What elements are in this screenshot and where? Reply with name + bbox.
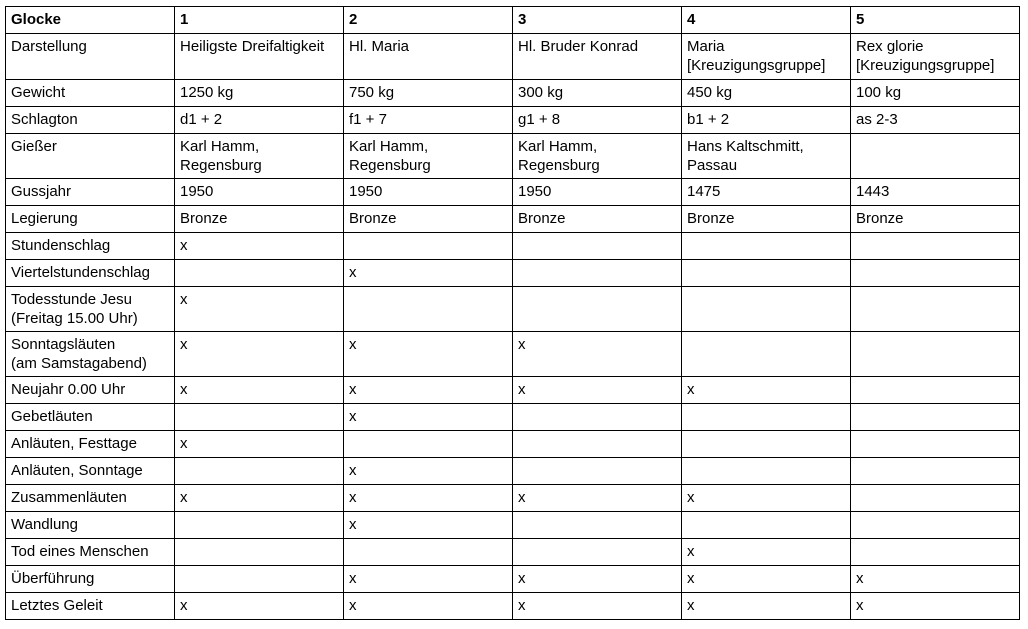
table-cell [175, 593, 344, 620]
cell-line: x [349, 462, 357, 479]
table-cell [513, 332, 682, 377]
table-cell [851, 593, 1020, 620]
table-cell [513, 458, 682, 485]
table-cell [851, 34, 1020, 80]
cell-line: 300 kg [518, 84, 564, 101]
cell-line: 450 kg [687, 84, 733, 101]
cell-line: x [180, 381, 188, 398]
cell-line: x [687, 597, 695, 614]
cell-line: x [349, 336, 357, 353]
table-row [6, 107, 1020, 134]
cell-line: Bronze [856, 210, 904, 227]
table-cell [175, 512, 344, 539]
row-label [6, 593, 175, 620]
table-cell [175, 179, 344, 206]
row-label-line: Stundenschlag [11, 237, 111, 254]
cell-line: 1950 [349, 183, 383, 200]
table-cell [682, 233, 851, 260]
cell-line: Passau [687, 157, 738, 174]
row-label-line: Sonntagsläuten [11, 336, 116, 353]
table-row [6, 134, 1020, 179]
cell-line: 750 kg [349, 84, 395, 101]
cell-line: 1443 [856, 183, 890, 200]
table-cell [344, 179, 513, 206]
row-label-line: Gießer [11, 138, 57, 155]
table-cell [175, 107, 344, 134]
table-cell [513, 377, 682, 404]
table-cell [851, 377, 1020, 404]
row-label [6, 179, 175, 206]
row-label [6, 458, 175, 485]
table-cell [344, 512, 513, 539]
row-label-line: Überführung [11, 570, 95, 587]
table-cell [344, 287, 513, 332]
cell-line: Karl Hamm, [518, 138, 598, 155]
table-cell [851, 458, 1020, 485]
table-cell [344, 485, 513, 512]
table-cell [344, 566, 513, 593]
table-cell [513, 179, 682, 206]
table-cell [682, 287, 851, 332]
table-cell [344, 404, 513, 431]
cell-line: Hl. Bruder Konrad [518, 38, 639, 55]
row-label-line: Anläuten, Festtage [11, 435, 137, 452]
table-cell [175, 431, 344, 458]
cell-line: [Kreuzigungsgruppe] [856, 57, 995, 74]
table-cell [344, 80, 513, 107]
row-label-line: Wandlung [11, 516, 78, 533]
row-label [6, 80, 175, 107]
cell-line: g1 + 8 [518, 111, 561, 128]
cell-line: x [349, 516, 357, 533]
cell-line: 100 kg [856, 84, 902, 101]
table-cell [175, 377, 344, 404]
row-label [6, 512, 175, 539]
table-row [6, 566, 1020, 593]
table-row [6, 404, 1020, 431]
cell-line: Regensburg [518, 157, 600, 174]
table-cell [682, 512, 851, 539]
row-label [6, 260, 175, 287]
cell-line: x [349, 381, 357, 398]
cell-line: Karl Hamm, [180, 138, 260, 155]
table-cell [682, 404, 851, 431]
table-cell [682, 566, 851, 593]
table-cell [344, 233, 513, 260]
table-row [6, 34, 1020, 80]
table-cell [513, 512, 682, 539]
table-cell [682, 593, 851, 620]
row-label-line: Schlagton [11, 111, 78, 128]
table-cell [175, 485, 344, 512]
table-cell [175, 458, 344, 485]
row-label [6, 233, 175, 260]
table-row [6, 593, 1020, 620]
cell-line: Regensburg [180, 157, 262, 174]
table-cell [513, 260, 682, 287]
table-cell [851, 233, 1020, 260]
table-cell [682, 34, 851, 80]
cell-line: x [518, 489, 526, 506]
table-row [6, 233, 1020, 260]
cell-line: Bronze [180, 210, 228, 227]
table-cell [682, 206, 851, 233]
cell-line: Hl. Maria [349, 38, 410, 55]
table-cell [513, 287, 682, 332]
table-cell [344, 431, 513, 458]
bells-table-body [6, 7, 1020, 620]
row-label-line: Neujahr 0.00 Uhr [11, 381, 126, 398]
table-cell [513, 134, 682, 179]
row-label [6, 107, 175, 134]
table-cell [682, 377, 851, 404]
table-row [6, 485, 1020, 512]
row-label [6, 377, 175, 404]
cell-line: x [180, 237, 188, 254]
table-cell [175, 80, 344, 107]
cell-line: x [687, 489, 695, 506]
header-row [6, 7, 1020, 34]
cell-line: x [349, 570, 357, 587]
cell-line: [Kreuzigungsgruppe] [687, 57, 826, 74]
table-row [6, 80, 1020, 107]
table-row [6, 332, 1020, 377]
table-cell [513, 485, 682, 512]
cell-line: x [687, 570, 695, 587]
table-cell [682, 179, 851, 206]
row-label-line: Gussjahr [11, 183, 72, 200]
cell-line: x [180, 435, 188, 452]
cell-line: Karl Hamm, [349, 138, 429, 155]
cell-line: x [349, 489, 357, 506]
row-label-line: Viertelstundenschlag [11, 264, 150, 281]
header-cell-2: 2 [344, 7, 513, 34]
cell-line: x [518, 597, 526, 614]
table-row [6, 512, 1020, 539]
row-label [6, 485, 175, 512]
table-cell [175, 539, 344, 566]
cell-line: Maria [687, 38, 725, 55]
cell-line: f1 + 7 [349, 111, 387, 128]
cell-line: x [518, 570, 526, 587]
table-cell [682, 485, 851, 512]
row-label [6, 539, 175, 566]
table-cell [851, 539, 1020, 566]
table-cell [175, 287, 344, 332]
row-label-line: Letztes Geleit [11, 597, 103, 614]
table-cell [175, 233, 344, 260]
cell-line: Bronze [687, 210, 735, 227]
table-cell [851, 332, 1020, 377]
table-cell [175, 206, 344, 233]
cell-line: b1 + 2 [687, 111, 730, 128]
cell-line: x [687, 381, 695, 398]
row-label-line: Gewicht [11, 84, 66, 101]
row-label-line: Zusammenläuten [11, 489, 127, 506]
table-cell [851, 512, 1020, 539]
table-cell [175, 34, 344, 80]
table-row [6, 431, 1020, 458]
table-cell [851, 134, 1020, 179]
cell-line: x [180, 489, 188, 506]
table-cell [851, 179, 1020, 206]
table-cell [682, 539, 851, 566]
table-cell [513, 566, 682, 593]
table-cell [344, 107, 513, 134]
cell-line: x [349, 408, 357, 425]
table-cell [851, 80, 1020, 107]
table-row [6, 539, 1020, 566]
table-row [6, 377, 1020, 404]
cell-line: x [856, 597, 864, 614]
bells-table [5, 6, 1020, 620]
row-label [6, 404, 175, 431]
table-cell [682, 107, 851, 134]
table-cell [682, 80, 851, 107]
table-cell [344, 539, 513, 566]
cell-line: Regensburg [349, 157, 431, 174]
table-cell [344, 593, 513, 620]
header-cell-4: 4 [682, 7, 851, 34]
cell-line: 1950 [518, 183, 552, 200]
table-cell [344, 206, 513, 233]
table-cell [851, 107, 1020, 134]
table-cell [344, 34, 513, 80]
row-label [6, 332, 175, 377]
table-cell [344, 260, 513, 287]
table-cell [513, 80, 682, 107]
cell-line: as 2-3 [856, 111, 898, 128]
table-cell [682, 458, 851, 485]
table-cell [175, 260, 344, 287]
row-label-line: Legierung [11, 210, 78, 227]
cell-line: x [518, 336, 526, 353]
table-row [6, 458, 1020, 485]
table-cell [682, 134, 851, 179]
table-row [6, 260, 1020, 287]
cell-line: x [687, 543, 695, 560]
table-cell [682, 332, 851, 377]
table-cell [851, 404, 1020, 431]
row-label-line: Gebetläuten [11, 408, 93, 425]
row-label-line: Anläuten, Sonntage [11, 462, 143, 479]
table-cell [851, 485, 1020, 512]
table-cell [851, 287, 1020, 332]
cell-line: x [349, 264, 357, 281]
cell-line: x [856, 570, 864, 587]
table-cell [513, 233, 682, 260]
cell-line: 1475 [687, 183, 721, 200]
table-cell [851, 260, 1020, 287]
cell-line: x [180, 336, 188, 353]
table-cell [513, 107, 682, 134]
cell-line: Bronze [349, 210, 397, 227]
cell-line: Heiligste Dreifaltigkeit [180, 38, 325, 55]
cell-line: x [349, 597, 357, 614]
row-label [6, 34, 175, 80]
table-cell [175, 404, 344, 431]
table-row [6, 179, 1020, 206]
table-cell [513, 206, 682, 233]
cell-line: d1 + 2 [180, 111, 223, 128]
row-label-line: Tod eines Menschen [11, 543, 149, 560]
table-cell [175, 134, 344, 179]
table-cell [851, 431, 1020, 458]
table-cell [513, 34, 682, 80]
row-label [6, 206, 175, 233]
cell-line: 1950 [180, 183, 214, 200]
table-cell [175, 566, 344, 593]
row-label [6, 566, 175, 593]
table-cell [175, 332, 344, 377]
table-cell [513, 431, 682, 458]
cell-line: Hans Kaltschmitt, [687, 138, 804, 155]
cell-line: Bronze [518, 210, 566, 227]
table-cell [344, 377, 513, 404]
row-label-line: Todesstunde Jesu [11, 291, 132, 308]
header-cell-3: 3 [513, 7, 682, 34]
table-cell [851, 566, 1020, 593]
table-cell [682, 431, 851, 458]
table-cell [851, 206, 1020, 233]
table-cell [513, 539, 682, 566]
table-cell [682, 260, 851, 287]
cell-line: x [180, 291, 188, 308]
cell-line: Rex glorie [856, 38, 924, 55]
table-cell [513, 593, 682, 620]
table-cell [344, 332, 513, 377]
cell-line: x [180, 597, 188, 614]
cell-line: 1250 kg [180, 84, 234, 101]
row-label [6, 287, 175, 332]
row-label [6, 134, 175, 179]
table-cell [344, 458, 513, 485]
cell-line: x [518, 381, 526, 398]
row-label-line: Darstellung [11, 38, 87, 55]
row-label [6, 431, 175, 458]
row-label-line: (am Samstagabend) [11, 355, 147, 372]
table-cell [344, 134, 513, 179]
table-row [6, 287, 1020, 332]
header-cell-5: 5 [851, 7, 1020, 34]
header-cell-1: 1 [175, 7, 344, 34]
header-cell-glocke: Glocke [6, 7, 175, 34]
row-label-line: (Freitag 15.00 Uhr) [11, 310, 138, 327]
table-row [6, 206, 1020, 233]
table-cell [513, 404, 682, 431]
